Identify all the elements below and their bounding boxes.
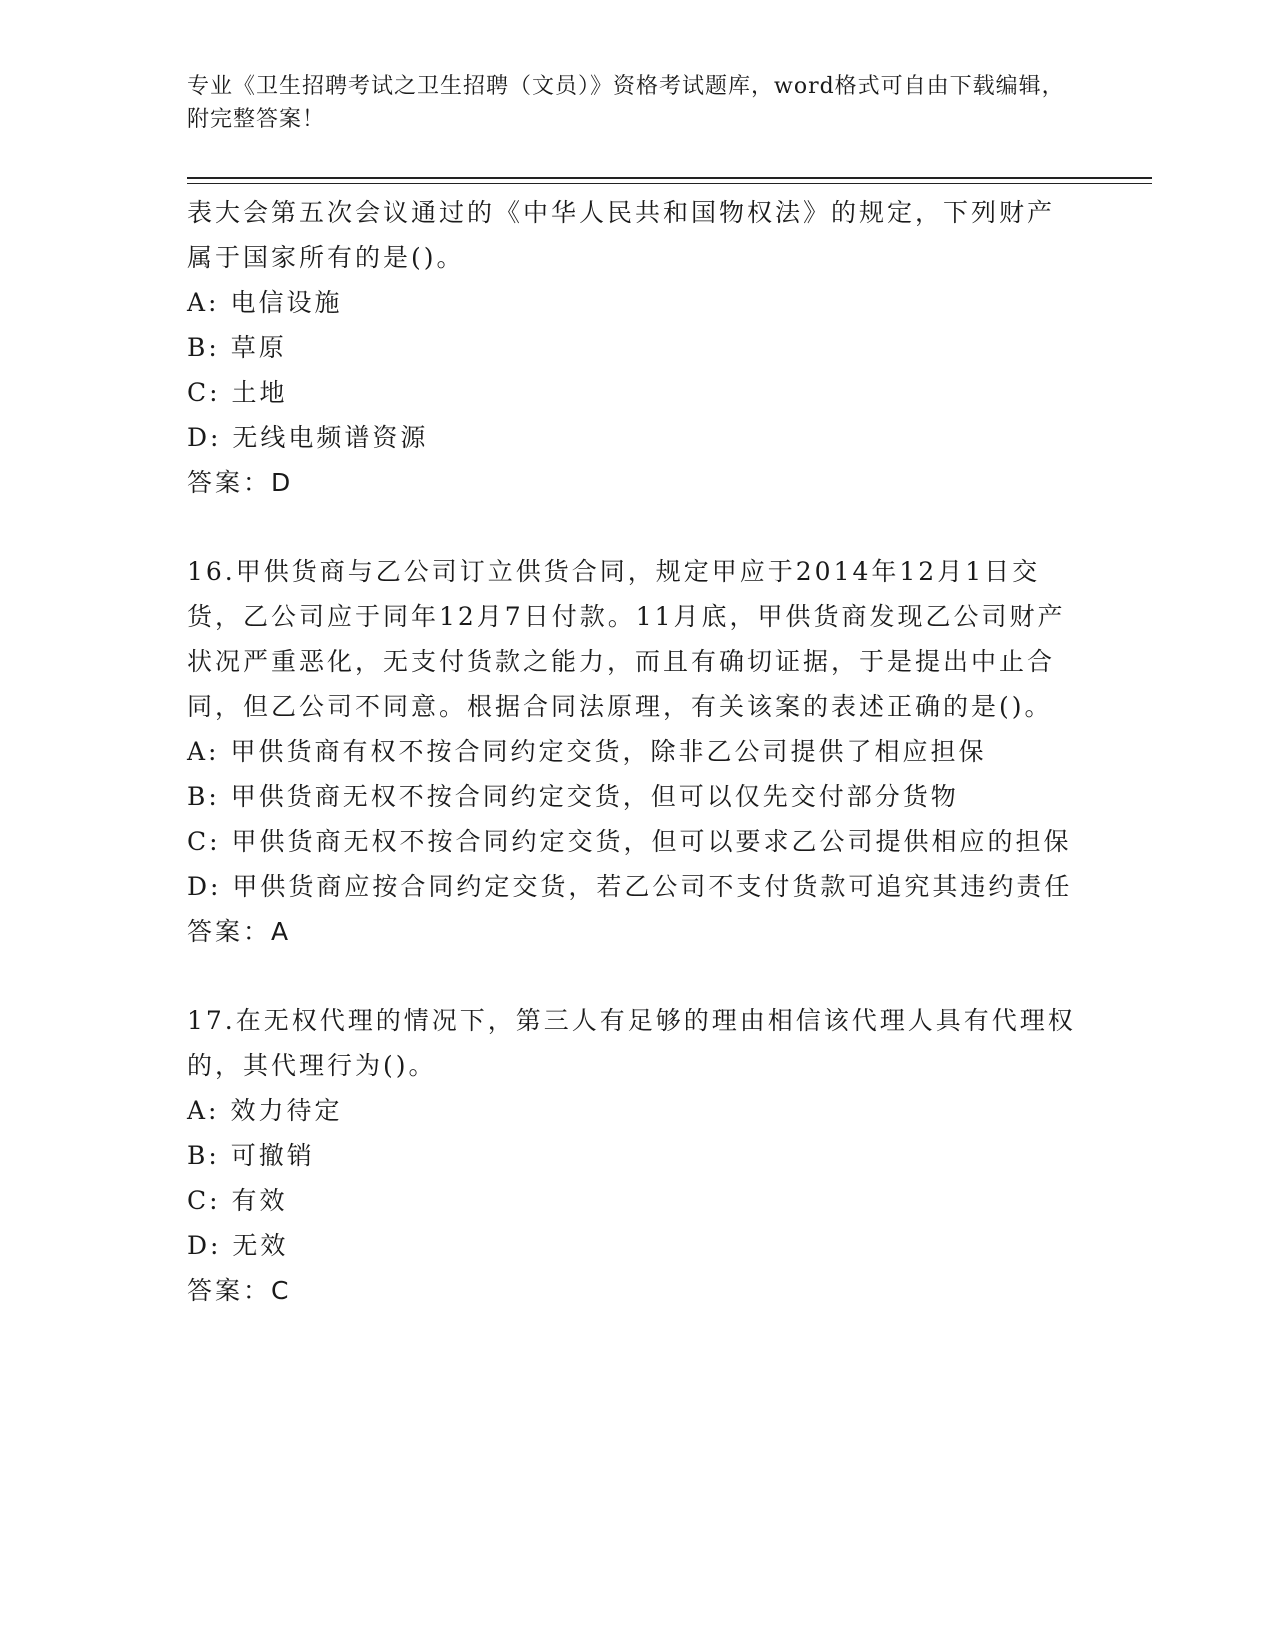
option-label: C: — [187, 827, 221, 856]
question-stem: 16.甲供货商与乙公司订立供货合同，规定甲应于2014年12月1日交货，乙公司应于同年12月7日付款。11月底，甲供货商发现乙公司财产状况严重恶化，无支付货款之能力，而且有确切证据，于是提出中止合同，但乙公司不同意。根据合同法原理，有关该案的表述正确的是()。 — [187, 557, 1066, 721]
option-text: 无效 — [232, 1231, 289, 1260]
option-text: 甲供货商无权不按合同约定交货，但可以仅先交付部分货物 — [230, 782, 959, 811]
option-label: A: — [187, 288, 220, 317]
option-c — [187, 370, 1087, 415]
option-b — [187, 774, 1077, 819]
question-stem: 17.在无权代理的情况下，第三人有足够的理由相信该代理人具有代理权的，其代理行为()。 — [187, 1006, 1076, 1080]
option-text: 电信设施 — [230, 288, 343, 317]
option-b — [187, 1133, 1087, 1178]
option-text: 甲供货商无权不按合同约定交货，但可以要求乙公司提供相应的担保 — [231, 827, 1072, 856]
option-text: 有效 — [231, 1186, 288, 1215]
question-17 — [187, 998, 1087, 1313]
option-c — [187, 819, 1077, 864]
option-text: 甲供货商有权不按合同约定交货，除非乙公司提供了相应担保 — [230, 737, 987, 766]
option-c — [187, 1178, 1087, 1223]
option-text: 可撤销 — [230, 1141, 315, 1170]
option-a — [187, 280, 1087, 325]
answer-line: 答案：C — [187, 1276, 292, 1305]
option-label: C: — [187, 378, 221, 407]
question-stem: 表大会第五次会议通过的《中华人民共和国物权法》的规定，下列财产属于国家所有的是()。 — [187, 198, 1056, 272]
option-text: 甲供货商应按合同约定交货，若乙公司不支付货款可追究其违约责任 — [232, 872, 1073, 901]
option-label: C: — [187, 1186, 221, 1215]
question-list — [187, 190, 1087, 1313]
option-text: 土地 — [231, 378, 288, 407]
option-text: 草原 — [230, 333, 287, 362]
answer-line: 答案：D — [187, 468, 294, 497]
answer-line: 答案：A — [187, 917, 292, 946]
option-a — [187, 729, 1077, 774]
option-d — [187, 1223, 1087, 1268]
option-label: B: — [187, 333, 220, 362]
option-label: B: — [187, 1141, 220, 1170]
option-d — [187, 415, 1087, 460]
option-text: 效力待定 — [230, 1096, 343, 1125]
option-label: D: — [187, 1231, 222, 1260]
option-text: 无线电频谱资源 — [232, 423, 429, 452]
spacer — [187, 505, 1087, 549]
spacer — [187, 954, 1087, 998]
header-divider-thin — [187, 183, 1152, 184]
option-d — [187, 864, 1077, 909]
question-16 — [187, 549, 1087, 954]
option-a — [187, 1088, 1087, 1133]
option-b — [187, 325, 1087, 370]
question-15 — [187, 190, 1087, 505]
header-divider-thick — [187, 177, 1152, 179]
option-label: A: — [187, 1096, 220, 1125]
option-label: D: — [187, 872, 222, 901]
option-label: A: — [187, 737, 220, 766]
option-label: B: — [187, 782, 220, 811]
option-label: D: — [187, 423, 222, 452]
page-header: 专业《卫生招聘考试之卫生招聘（文员）》资格考试题库，word格式可自由下载编辑，附完整答案！ — [187, 74, 1065, 132]
